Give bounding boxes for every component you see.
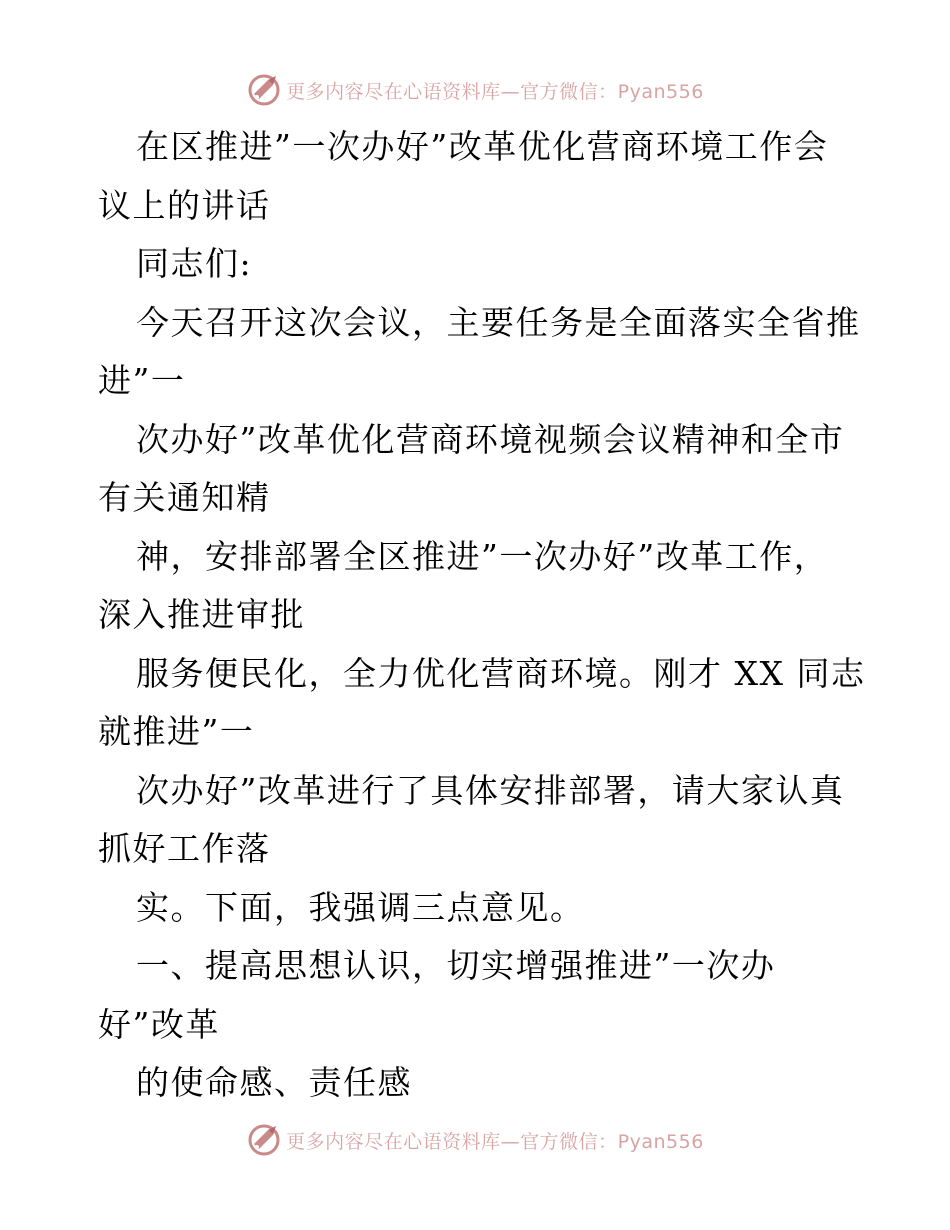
document-line: 就推进”一 <box>98 712 255 751</box>
watermark-text: 更多内容尽在心语资料库—官方微信：Pyan556 <box>286 1130 704 1153</box>
pen-circle-logo-icon <box>246 72 282 108</box>
document-line: 服务便民化，全力优化营商环境。刚才 XX 同志 <box>136 653 866 693</box>
document-line: 在区推进”一次办好”改革优化营商环境工作会 <box>136 127 829 166</box>
document-line: 今天召开这次会议，主要任务是全面落实全省推 <box>136 302 861 342</box>
watermark-text: 更多内容尽在心语资料库—官方微信：Pyan556 <box>286 80 704 103</box>
watermark-banner-bottom <box>0 1120 950 1160</box>
document-line: 好”改革 <box>98 1004 220 1044</box>
document-line: 神，安排部署全区推进”一次办好”改革工作， <box>136 536 829 576</box>
document-body <box>98 118 866 1113</box>
document-line: 抓好工作落 <box>98 829 271 868</box>
document-line: 进”一 <box>98 361 186 400</box>
pen-circle-logo-icon <box>246 1122 282 1158</box>
document-line: 次办好”改革优化营商环境视频会议精神和全市 <box>136 419 845 459</box>
document-line: 一、提高思想认识，切实增强推进”一次办 <box>136 946 776 985</box>
document-line: 实。下面，我强调三点意见。 <box>136 887 585 927</box>
document-line: 有关通知精 <box>98 478 271 517</box>
document-line: 同志们: <box>136 244 253 283</box>
document-line: 次办好”改革进行了具体安排部署，请大家认真 <box>136 770 845 810</box>
document-line: 深入推进审批 <box>98 595 305 634</box>
document-line: 的使命感、责任感 <box>136 1063 412 1102</box>
document-line: 议上的讲话 <box>98 185 271 225</box>
watermark-banner-top <box>0 70 950 110</box>
